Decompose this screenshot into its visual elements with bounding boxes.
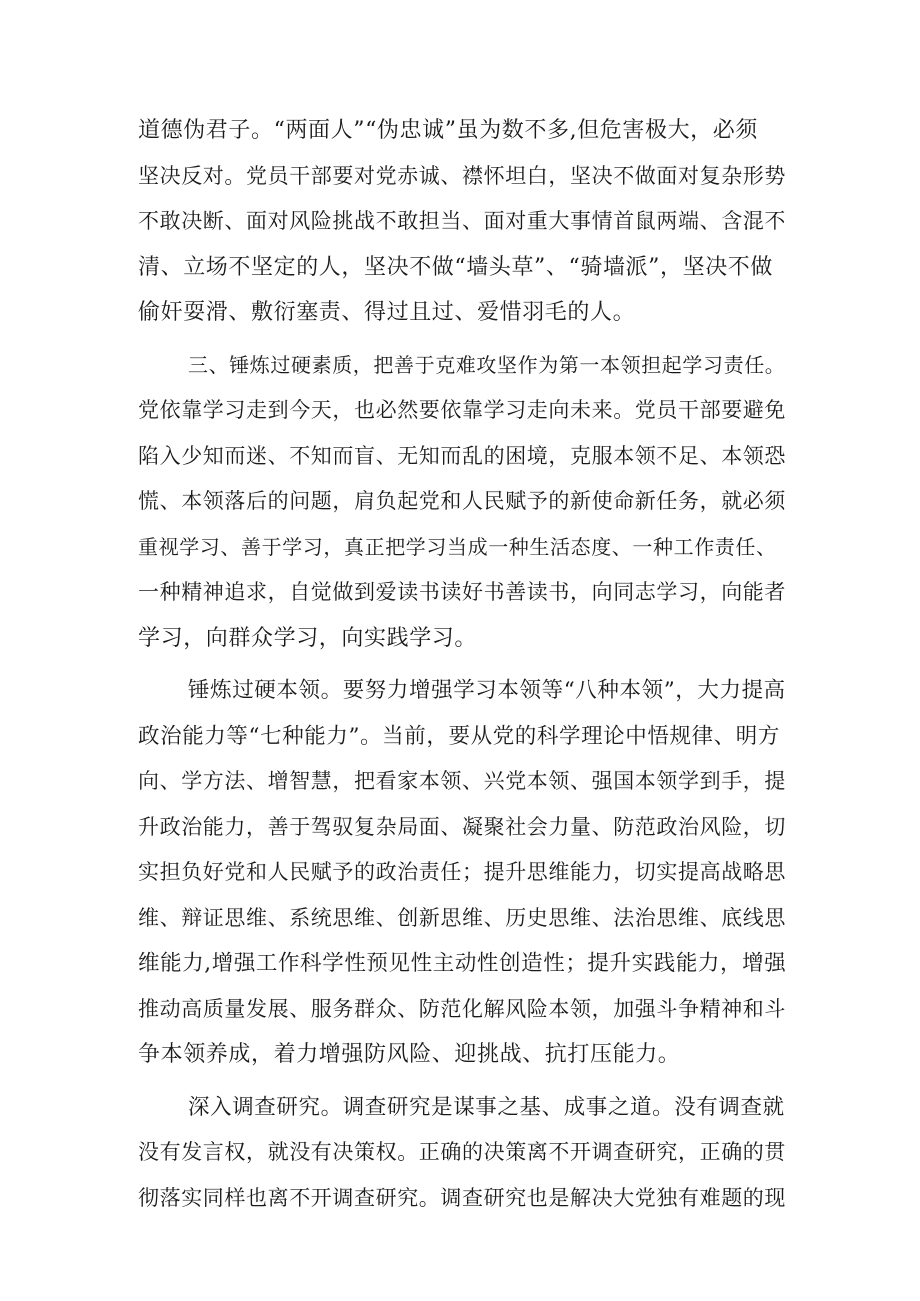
text-line: 维能力,增强工作科学性预见性主动性创造性；提升实践能力，增强 bbox=[138, 951, 787, 976]
text-line: 争本领养成，着力增强防风险、迎挑战、抗打压能力。 bbox=[138, 1042, 681, 1067]
text-line: 党依靠学习走到今天，也必然要依靠学习走向未来。党员干部要避免 bbox=[138, 398, 786, 422]
text-line: 不敢决断、面对风险挑战不敢担当、面对重大事情首鼠两端、含混不 bbox=[138, 209, 786, 233]
text-line: 彻落实同样也离不开调查研究。调查研究也是解决大党独有难题的现 bbox=[138, 1185, 786, 1210]
text-line: 没有发言权，就没有决策权。正确的决策离不开调查研究，正确的贯 bbox=[138, 1140, 786, 1164]
text-line: 学习，向群众学习，向实践学习。 bbox=[138, 625, 478, 651]
text-line: 推动高质量发展、服务群众、防范化解风险本领，加强斗争精神和斗 bbox=[138, 996, 786, 1021]
text-line: 慌、本领落后的问题，肩负起党和人民赋予的新使命新任务，就必须 bbox=[138, 489, 786, 513]
text-line: 实担负好党和人民赋予的政治责任；提升思维能力，切实提高战略思 bbox=[138, 860, 786, 884]
paragraph-2-section-heading bbox=[138, 343, 788, 662]
text-line: 深入调查研究。调查研究是谋事之基、成事之道。没有调查就 bbox=[188, 1094, 785, 1120]
text-line: 一种精神追求，自觉做到爱读书读好书善读书，向同志学习，向能者 bbox=[138, 580, 786, 604]
text-line: 清、立场不坚定的人，坚决不做“墙头草”、“骑墙派”，坚决不做 bbox=[138, 254, 773, 280]
text-line: 政治能力等“七种能力”。当前，要从党的科学理论中悟规律、明方 bbox=[138, 723, 780, 749]
text-line: 陷入少知而迷、不知而盲、无知而乱的困境，克服本领不足、本领恐 bbox=[138, 443, 786, 468]
paragraph-1 bbox=[138, 108, 788, 336]
text-line: 重视学习、善于学习，真正把学习当成一种生活态度、一种工作责任、 bbox=[138, 534, 777, 559]
paragraph-3 bbox=[138, 668, 788, 1078]
text-line: 向、学方法、增智慧，把看家本领、兴党本领、强国本领学到手，提 bbox=[138, 769, 786, 793]
text-line: 坚决反对。党员干部要对党赤诚、襟怀坦白，坚决不做面对复杂形势 bbox=[138, 163, 786, 188]
text-line: 偷奸耍滑、敷衍塞责、得过且过、爱惜羽毛的人。 bbox=[138, 300, 636, 325]
document-body bbox=[138, 108, 788, 1221]
text-line: 锤炼过硬本领。要努力增强学习本领等“八种本领”，大力提高 bbox=[188, 678, 786, 703]
text-line: 三、锤炼过硬素质，把善于克难攻坚作为第一本领担起学习责任。 bbox=[188, 352, 786, 377]
text-line: 维、辩证思维、系统思维、创新思维、历史思维、法治思维、底线思 bbox=[138, 905, 786, 930]
paragraph-4 bbox=[138, 1085, 788, 1222]
text-line: 升政治能力，善于驾驭复杂局面、凝聚社会力量、防范政治风险，切 bbox=[138, 814, 786, 839]
text-line: 道德伪君子。“两面人”“伪忠诚”虽为数不多,但危害极大，必须 bbox=[138, 118, 758, 143]
